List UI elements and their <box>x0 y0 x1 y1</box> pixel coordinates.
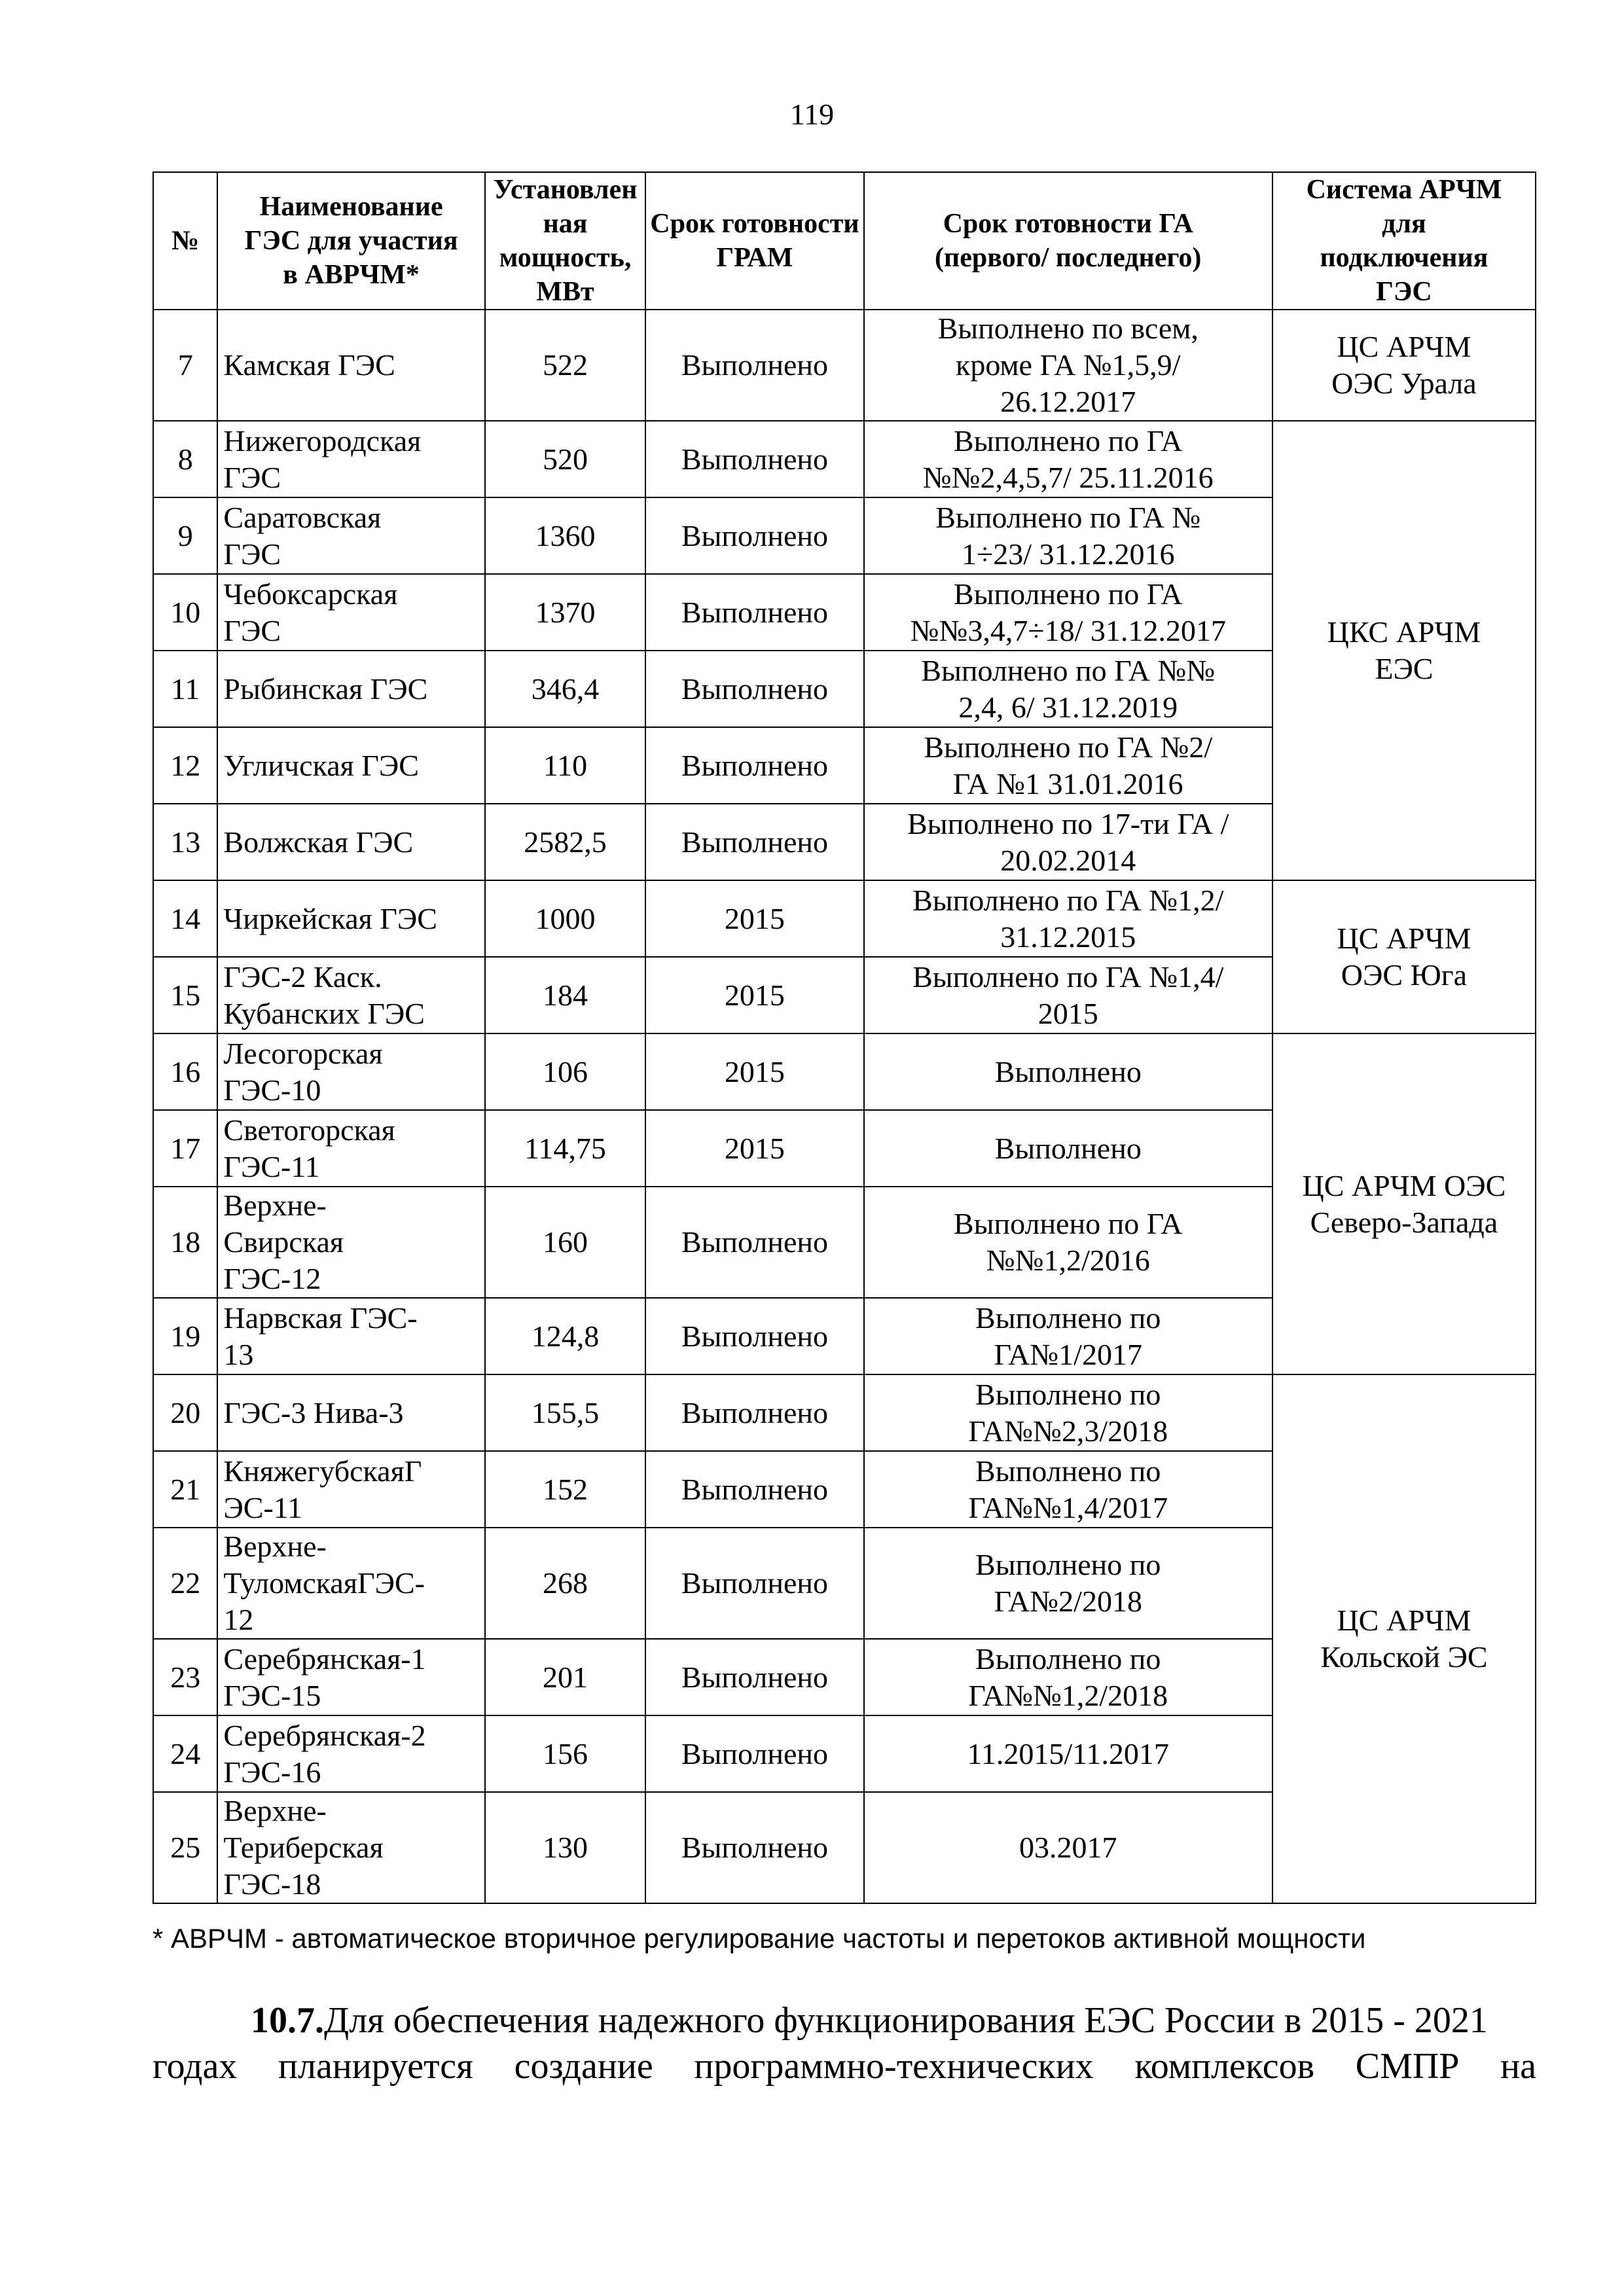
row-number: 14 <box>153 880 217 957</box>
row-number: 21 <box>153 1451 217 1528</box>
table-row <box>153 880 1536 957</box>
plant-name: ГЭС-3 Нива-3 <box>217 1374 484 1451</box>
gram-readiness: 2015 <box>645 880 863 957</box>
ga-readiness: Выполнено по ГА №№1,2/2016 <box>864 1187 1272 1298</box>
row-number: 7 <box>153 310 217 421</box>
ga-readiness: 11.2015/11.2017 <box>864 1715 1272 1792</box>
row-number: 15 <box>153 957 217 1033</box>
plant-name: Светогорская ГЭС-11 <box>217 1110 484 1187</box>
gram-readiness: Выполнено <box>645 651 863 727</box>
plant-name: Камская ГЭС <box>217 310 484 421</box>
plant-name: Чиркейская ГЭС <box>217 880 484 957</box>
installed-capacity: 124,8 <box>485 1298 645 1374</box>
gram-readiness: Выполнено <box>645 804 863 880</box>
archm-system: ЦС АРЧМ ОЭС Северо-Запада <box>1272 1033 1536 1374</box>
row-number: 16 <box>153 1033 217 1110</box>
plant-name: Серебрянская-2 ГЭС-16 <box>217 1715 484 1792</box>
ga-readiness: Выполнено по ГА № 1÷23/ 31.12.2016 <box>864 497 1272 574</box>
gram-readiness: Выполнено <box>645 497 863 574</box>
installed-capacity: 2582,5 <box>485 804 645 880</box>
plant-name: Саратовская ГЭС <box>217 497 484 574</box>
table-header-row <box>153 172 1536 310</box>
row-number: 12 <box>153 727 217 804</box>
installed-capacity: 155,5 <box>485 1374 645 1451</box>
archm-system: ЦС АРЧМ ОЭС Юга <box>1272 880 1536 1033</box>
paragraph-line-1: Для обеспечения надежного функционирования ЕЭС России в 2015 - 2021 <box>324 2000 1488 2041</box>
row-number: 23 <box>153 1639 217 1715</box>
plant-name: Нарвская ГЭС- 13 <box>217 1298 484 1374</box>
row-number: 10 <box>153 574 217 651</box>
header-ga: Срок готовности ГА (первого/ последнего) <box>864 172 1272 310</box>
installed-capacity: 110 <box>485 727 645 804</box>
gram-readiness: Выполнено <box>645 1374 863 1451</box>
gram-readiness: Выполнено <box>645 421 863 497</box>
row-number: 8 <box>153 421 217 497</box>
plant-name: КняжегубскаяГ ЭС-11 <box>217 1451 484 1528</box>
section-paragraph <box>153 1998 1536 2089</box>
gram-readiness: Выполнено <box>645 1298 863 1374</box>
header-power: Установлен ная мощность, МВт <box>485 172 645 310</box>
ga-readiness: Выполнено по всем, кроме ГА №1,5,9/ 26.12.2017 <box>864 310 1272 421</box>
table-row <box>153 310 1536 421</box>
header-name: Наименование ГЭС для участия в АВРЧМ* <box>217 172 484 310</box>
row-number: 24 <box>153 1715 217 1792</box>
ga-readiness: Выполнено по ГА №№2,4,5,7/ 25.11.2016 <box>864 421 1272 497</box>
gram-readiness: 2015 <box>645 1033 863 1110</box>
gram-readiness: Выполнено <box>645 1528 863 1639</box>
installed-capacity: 114,75 <box>485 1110 645 1187</box>
plant-name: Угличская ГЭС <box>217 727 484 804</box>
ga-readiness: Выполнено по ГА№1/2017 <box>864 1298 1272 1374</box>
ga-readiness: Выполнено по ГА №1,2/ 31.12.2015 <box>864 880 1272 957</box>
page-number: 119 <box>789 98 835 131</box>
installed-capacity: 106 <box>485 1033 645 1110</box>
row-number: 11 <box>153 651 217 727</box>
footnote: * АВРЧМ - автоматическое вторичное регулирование частоты и перетоков активной мощности <box>153 1923 1366 1954</box>
paragraph-line-2: годах планируется создание программно-технических комплексов СМПР на <box>153 2046 1536 2087</box>
row-number: 13 <box>153 804 217 880</box>
installed-capacity: 522 <box>485 310 645 421</box>
ga-readiness: Выполнено по ГА№№2,3/2018 <box>864 1374 1272 1451</box>
gram-readiness: Выполнено <box>645 574 863 651</box>
ga-readiness: Выполнено по 17-ти ГА / 20.02.2014 <box>864 804 1272 880</box>
ga-readiness: 03.2017 <box>864 1792 1272 1903</box>
installed-capacity: 1000 <box>485 880 645 957</box>
plant-name: Верхне- Свирская ГЭС-12 <box>217 1187 484 1298</box>
ga-readiness: Выполнено по ГА №1,4/ 2015 <box>864 957 1272 1033</box>
plant-name: ГЭС-2 Каск. Кубанских ГЭС <box>217 957 484 1033</box>
gram-readiness: Выполнено <box>645 1451 863 1528</box>
archm-system: ЦКС АРЧМ ЕЭС <box>1272 421 1536 880</box>
plant-name: Верхне- ТуломскаяГЭС- 12 <box>217 1528 484 1639</box>
ga-readiness: Выполнено по ГА№№1,4/2017 <box>864 1451 1272 1528</box>
hydro-plants-table <box>153 171 1536 1904</box>
gram-readiness: 2015 <box>645 957 863 1033</box>
ga-readiness: Выполнено <box>864 1033 1272 1110</box>
gram-readiness: Выполнено <box>645 1715 863 1792</box>
installed-capacity: 184 <box>485 957 645 1033</box>
installed-capacity: 156 <box>485 1715 645 1792</box>
plant-name: Лесогорская ГЭС-10 <box>217 1033 484 1110</box>
gram-readiness: 2015 <box>645 1110 863 1187</box>
gram-readiness: Выполнено <box>645 310 863 421</box>
header-system: Система АРЧМ для подключения ГЭС <box>1272 172 1536 310</box>
row-number: 25 <box>153 1792 217 1903</box>
table-body <box>153 310 1536 1903</box>
ga-readiness: Выполнено по ГА№2/2018 <box>864 1528 1272 1639</box>
gram-readiness: Выполнено <box>645 1187 863 1298</box>
ga-readiness: Выполнено по ГА №№ 2,4, 6/ 31.12.2019 <box>864 651 1272 727</box>
ga-readiness: Выполнено <box>864 1110 1272 1187</box>
gram-readiness: Выполнено <box>645 727 863 804</box>
gram-readiness: Выполнено <box>645 1792 863 1903</box>
section-number: 10.7. <box>251 2000 324 2041</box>
header-gram: Срок готовности ГРАМ <box>645 172 863 310</box>
installed-capacity: 1370 <box>485 574 645 651</box>
plant-name: Нижегородская ГЭС <box>217 421 484 497</box>
plant-name: Серебрянская-1 ГЭС-15 <box>217 1639 484 1715</box>
archm-system: ЦС АРЧМ ОЭС Урала <box>1272 310 1536 421</box>
row-number: 17 <box>153 1110 217 1187</box>
plant-name: Чебоксарская ГЭС <box>217 574 484 651</box>
installed-capacity: 268 <box>485 1528 645 1639</box>
row-number: 22 <box>153 1528 217 1639</box>
installed-capacity: 201 <box>485 1639 645 1715</box>
ga-readiness: Выполнено по ГА №2/ ГА №1 31.01.2016 <box>864 727 1272 804</box>
table-row <box>153 421 1536 497</box>
row-number: 19 <box>153 1298 217 1374</box>
ga-readiness: Выполнено по ГА№№1,2/2018 <box>864 1639 1272 1715</box>
header-num: № <box>153 172 217 310</box>
installed-capacity: 152 <box>485 1451 645 1528</box>
installed-capacity: 1360 <box>485 497 645 574</box>
installed-capacity: 520 <box>485 421 645 497</box>
plant-name: Волжская ГЭС <box>217 804 484 880</box>
row-number: 9 <box>153 497 217 574</box>
plant-name: Рыбинская ГЭС <box>217 651 484 727</box>
installed-capacity: 130 <box>485 1792 645 1903</box>
plant-name: Верхне- Териберская ГЭС-18 <box>217 1792 484 1903</box>
ga-readiness: Выполнено по ГА №№3,4,7÷18/ 31.12.2017 <box>864 574 1272 651</box>
row-number: 18 <box>153 1187 217 1298</box>
table-row <box>153 1374 1536 1451</box>
table-row <box>153 1033 1536 1110</box>
archm-system: ЦС АРЧМ Кольской ЭС <box>1272 1374 1536 1903</box>
gram-readiness: Выполнено <box>645 1639 863 1715</box>
installed-capacity: 346,4 <box>485 651 645 727</box>
installed-capacity: 160 <box>485 1187 645 1298</box>
row-number: 20 <box>153 1374 217 1451</box>
